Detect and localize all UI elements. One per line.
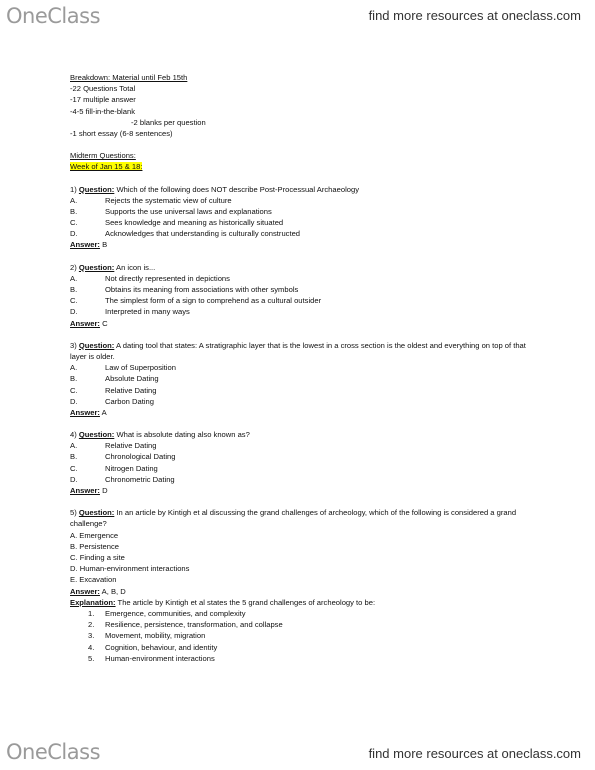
breakdown-title: Breakdown: Material until Feb 15th (70, 73, 188, 82)
challenge-item: 4. Cognition, behaviour, and identity (88, 642, 218, 652)
option: B. Chronological Dating (70, 452, 176, 462)
question-label: Question: (78, 340, 115, 350)
question-text: An icon is... (114, 262, 156, 272)
option: D. Human-environment interactions (70, 564, 190, 574)
option: D. Acknowledges that understanding is culturally constructed (70, 229, 301, 239)
question-text: What is absolute dating also known as? (114, 430, 250, 440)
option: B. Obtains its meaning from associations with other symbols (70, 285, 299, 294)
answer: Answer: B (70, 240, 108, 250)
footer-tagline[interactable]: find more resources at oneclass.com (368, 746, 581, 761)
answer: Answer: C (70, 318, 108, 328)
challenge-item: 1. Emergence, communities, and complexity (88, 608, 246, 618)
option: C. The simplest form of a sign to comprehend as a cultural outsider (70, 296, 322, 306)
option: C. Sees knowledge and meaning as historically situated (70, 218, 284, 228)
breakdown-item: -1 short essay (6-8 sentences) (70, 128, 173, 138)
question-label: Question: (78, 508, 115, 518)
answer: Answer: A (70, 407, 107, 417)
question-2: 2) Question: An icon is... (70, 262, 156, 272)
question-4: 4) Question: What is absolute dating also known as? (70, 430, 250, 440)
explanation: Explanation: The article by Kintigh et al states the 5 grand challenges of archeology to be: (70, 597, 376, 607)
question-label: Question: (78, 184, 115, 194)
challenge-item: 3. Movement, mobility, migration (88, 631, 206, 641)
answer: Answer: A, B, D (70, 586, 126, 596)
option: A. Law of Superposition (70, 363, 176, 373)
midterm-title: Midterm Questions: (70, 151, 136, 161)
oneclass-logo[interactable]: OneClass (6, 740, 101, 764)
option: A. Relative Dating (70, 441, 157, 451)
question-text: In an article by Kintigh et al discussing the grand challenges of archeology, which of the following is considered a grand challenge? (70, 508, 517, 529)
question-text: Which of the following does NOT describe Post-Processual Archaeology (114, 184, 359, 194)
question-5: 5) Question: In an article by Kintigh et al discussing the grand challenges of archeology, which of the following is considered a grand challenge? (70, 508, 517, 529)
breakdown-item: -22 Questions Total (70, 84, 136, 94)
option: D. Carbon Dating (70, 396, 154, 406)
option: C. Nitrogen Dating (70, 463, 158, 473)
option: A. Emergence (70, 530, 119, 540)
option: A. Rejects the systematic view of culture (70, 195, 232, 205)
page-header (0, 0, 595, 30)
breakdown-item: -4-5 fill-in-the-blank (70, 106, 135, 116)
question-label: Question: (78, 430, 115, 440)
challenge-item: 5. Human-environment interactions (88, 653, 215, 663)
oneclass-logo[interactable]: OneClass (6, 4, 101, 28)
option: B. Absolute Dating (70, 374, 159, 384)
question-label: Question: (78, 262, 115, 272)
option: C. Relative Dating (70, 385, 157, 395)
option: D. Chronometric Dating (70, 474, 175, 484)
question-1: 1) Question: Which of the following does NOT describe Post-Processual Archaeology (70, 184, 359, 194)
header-tagline[interactable]: find more resources at oneclass.com (368, 8, 581, 23)
challenge-item: 2. Resilience, persistence, transformation, and collapse (88, 620, 283, 630)
week-heading: Week of Jan 15 & 18: (70, 162, 143, 172)
option: B. Persistence (70, 541, 119, 551)
question-text: A dating tool that states: A stratigraphic layer that is the lowest in a cross section is the oldest and everything on top of that layer is older. (70, 340, 526, 361)
option: C. Finding a site (70, 553, 125, 562)
answer: Answer: D (70, 486, 108, 496)
option: D. Interpreted in many ways (70, 307, 190, 317)
page-footer (0, 740, 595, 770)
option: B. Supports the use universal laws and explanations (70, 206, 272, 216)
option: E. Excavation (70, 575, 117, 585)
breakdown-item: -2 blanks per question (131, 117, 206, 127)
breakdown-item: -17 multiple answer (70, 95, 136, 105)
question-3: 3) Question: A dating tool that states: A stratigraphic layer that is the lowest in a cross section is the oldest and everything on top of that layer is older. (70, 340, 526, 361)
option: A. Not directly represented in depictions (70, 273, 230, 283)
document-body (70, 72, 540, 664)
